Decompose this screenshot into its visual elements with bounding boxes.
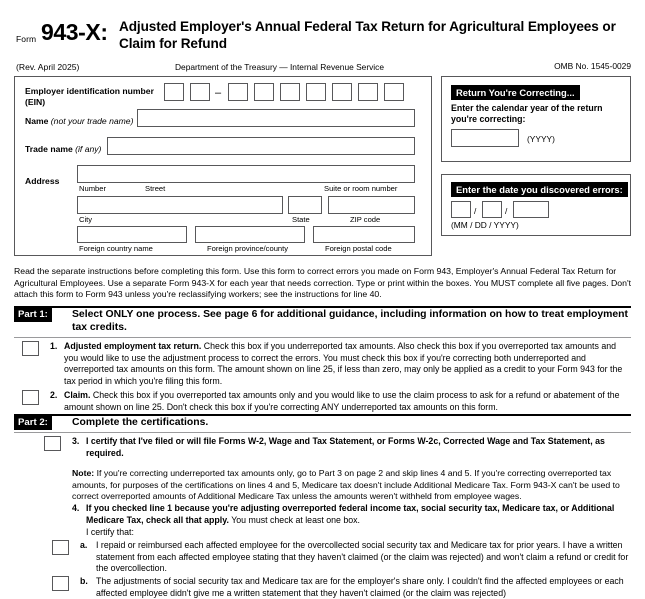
item-3-text bbox=[86, 436, 631, 459]
calendar-year-input[interactable] bbox=[451, 129, 519, 147]
omb-number: OMB No. 1545-0029 bbox=[554, 61, 631, 71]
item-3-number: 3. bbox=[72, 436, 80, 446]
ein-dash: – bbox=[215, 87, 222, 99]
note-body: If you're correcting underreported tax amounts only, go to Part 3 on page 2 and skip lines 4 and 5. If you're correcting overreported tax amounts, for purposes of the certifications on lines 4 and 5, Medicare tax doesn't include Additional Medicare Tax. Form 943-X can't be used to correct overreported amounts of Additional Medicare Tax unless the amounts weren't withheld from employee wages. bbox=[72, 468, 620, 502]
revision-date: (Rev. April 2025) bbox=[16, 62, 80, 72]
return-correcting-band: Return You're Correcting... bbox=[451, 85, 580, 100]
page-title: Adjusted Employer's Annual Federal Tax Return for Agricultural Employees or Claim for Refund bbox=[119, 19, 616, 51]
name-label bbox=[25, 116, 133, 127]
ein-digit-1[interactable] bbox=[164, 83, 184, 101]
item-1-number: 1. bbox=[50, 341, 58, 351]
item-4-number: 4. bbox=[72, 503, 80, 513]
trade-name-label-text: Trade name bbox=[25, 144, 73, 154]
address-state-sublabel: State bbox=[292, 215, 310, 224]
department-line: Department of the Treasury — Internal Revenue Service bbox=[175, 62, 385, 72]
trade-name-label bbox=[25, 144, 101, 155]
checkbox-line-4b[interactable] bbox=[52, 576, 69, 591]
ein-digit-5[interactable] bbox=[280, 83, 300, 101]
ein-digit-7[interactable] bbox=[332, 83, 352, 101]
part1-divider bbox=[14, 337, 631, 338]
form-word-label: Form bbox=[16, 34, 37, 44]
ein-digit-3[interactable] bbox=[228, 83, 248, 101]
trade-name-input[interactable] bbox=[107, 137, 415, 155]
item-4-body: You must check at least one box. bbox=[228, 514, 360, 525]
employer-info-box bbox=[14, 76, 432, 256]
checkbox-line-3[interactable] bbox=[44, 436, 61, 451]
foreign-province-sublabel: Foreign province/county bbox=[207, 244, 289, 253]
item-4b-number: b. bbox=[80, 576, 88, 586]
discovered-errors-band: Enter the date you discovered errors: bbox=[451, 182, 628, 197]
address-suite-sublabel: Suite or room number bbox=[324, 184, 398, 193]
ein-label-line1: Employer identification number bbox=[25, 86, 154, 96]
date-separator-1: / bbox=[474, 206, 477, 216]
note-label: Note: bbox=[72, 468, 95, 478]
part1-title: Select ONLY one process. See page 6 for additional guidance, including information on how to treat employment tax credits. bbox=[72, 309, 628, 333]
item-4-bold: If you checked line 1 because you're adjusting overreported federal income tax, social security tax, Medicare tax, or Additional Medicare Tax, check all that apply. bbox=[86, 503, 615, 525]
calendar-year-hint: (YYYY) bbox=[527, 134, 555, 144]
ein-digit-2[interactable] bbox=[190, 83, 210, 101]
item-1-text bbox=[64, 341, 631, 387]
ein-label-line2: (EIN) bbox=[25, 96, 46, 107]
item-4b-text: The adjustments of social security tax and Medicare tax are for the employer's share only. I couldn't find the affected employees or each affected employee didn't give me a written statement that they haven't claimed (or the claim was rejected) bbox=[96, 576, 624, 598]
discovered-errors-hint: (MM / DD / YYYY) bbox=[451, 220, 519, 230]
foreign-country-input[interactable] bbox=[77, 226, 187, 243]
item-4-text bbox=[86, 503, 631, 526]
ein-label bbox=[25, 86, 175, 107]
address-street-input[interactable] bbox=[77, 165, 415, 183]
form-number: 943-X: bbox=[41, 19, 108, 45]
ein-digit-4[interactable] bbox=[254, 83, 274, 101]
checkbox-line-1[interactable] bbox=[22, 341, 39, 356]
item-3-body: I certify that I've filed or will file Forms W-2, Wage and Tax Statement, or Forms W-2c, Corrected Wage and Tax Statement, as required. bbox=[86, 436, 605, 458]
address-zip-sublabel: ZIP code bbox=[350, 215, 381, 224]
item-2-number: 2. bbox=[50, 390, 58, 400]
address-state-input[interactable] bbox=[288, 196, 322, 214]
part2-title: Complete the certifications. bbox=[72, 417, 209, 428]
ein-digit-8[interactable] bbox=[358, 83, 378, 101]
return-correcting-prompt bbox=[451, 103, 627, 124]
foreign-country-sublabel: Foreign country name bbox=[79, 244, 153, 253]
item-2-text bbox=[64, 390, 631, 413]
discovered-year-input[interactable] bbox=[513, 201, 549, 218]
name-label-text: Name bbox=[25, 116, 49, 126]
ein-digit-6[interactable] bbox=[306, 83, 326, 101]
item-2-bold: Claim. bbox=[64, 390, 91, 400]
address-city-input[interactable] bbox=[77, 196, 283, 214]
date-separator-2: / bbox=[505, 206, 508, 216]
intro-paragraph: Read the separate instructions before completing this form. Use this form to correct errors you made on Form 943, Employer's Annual Federal Tax Return for Agricultural Employees. Use a separate Form 943-X for each year that needs correction. Type or print within the boxes. You MUST complete all five pages. Don't attach this form to Form 943 unless you're reclassifying workers; see the instructions for line 40. bbox=[14, 266, 632, 300]
checkbox-line-2[interactable] bbox=[22, 390, 39, 405]
name-input[interactable] bbox=[137, 109, 415, 127]
item-4-certify-lead: I certify that: bbox=[86, 527, 134, 537]
foreign-postal-sublabel: Foreign postal code bbox=[325, 244, 392, 253]
address-street-sublabel: Street bbox=[145, 184, 166, 193]
return-correcting-prompt-line2: you're correcting: bbox=[451, 113, 526, 124]
part2-badge: Part 2: bbox=[14, 416, 52, 430]
item-2-body: Check this box if you overreported tax amounts only and you would like to use the claim process to ask for a refund or abatement of the amount shown on line 25. Don't check this box if you're correcting ANY underreported tax amounts on this form. bbox=[64, 390, 620, 412]
discovered-month-input[interactable] bbox=[451, 201, 471, 218]
discovered-errors-box bbox=[441, 174, 631, 236]
address-label: Address bbox=[25, 176, 60, 186]
address-city-sublabel: City bbox=[79, 215, 93, 224]
return-correcting-prompt-line1: Enter the calendar year of the return bbox=[451, 103, 603, 113]
item-1-bold: Adjusted employment tax return. bbox=[64, 341, 202, 351]
trade-name-label-hint: (if any) bbox=[75, 144, 102, 154]
discovered-day-input[interactable] bbox=[482, 201, 502, 218]
foreign-postal-input[interactable] bbox=[313, 226, 415, 243]
address-number-sublabel: Number bbox=[79, 184, 107, 193]
part1-badge: Part 1: bbox=[14, 308, 52, 322]
part2-divider bbox=[14, 432, 631, 433]
foreign-province-input[interactable] bbox=[195, 226, 305, 243]
part2-note bbox=[72, 468, 631, 503]
ein-digit-9[interactable] bbox=[384, 83, 404, 101]
return-correcting-box bbox=[441, 76, 631, 162]
item-4a-number: a. bbox=[80, 540, 88, 550]
name-label-hint: (not your trade name) bbox=[50, 116, 134, 126]
address-zip-input[interactable] bbox=[328, 196, 415, 214]
checkbox-line-4a[interactable] bbox=[52, 540, 69, 555]
item-4a-text: I repaid or reimbursed each affected employee for the overcollected social security tax and Medicare tax for prior years. I have a written statement from each affected employee stating that they haven't claimed (or the claim was rejected) and won't claim a refund or credit for the overcollection. bbox=[96, 540, 629, 574]
item-1-body: Check this box if you underreported tax amounts. Also check this box if you overreported tax amounts and you would like to use the adjustment process to correct the errors. You must check this box if you're correcting both underreported and overreported tax amounts on this form. The amount shown on line 25, if less than zero, may only be applied as a credit to your Form 943 for the tax period in which you're filing this form. bbox=[64, 341, 623, 386]
